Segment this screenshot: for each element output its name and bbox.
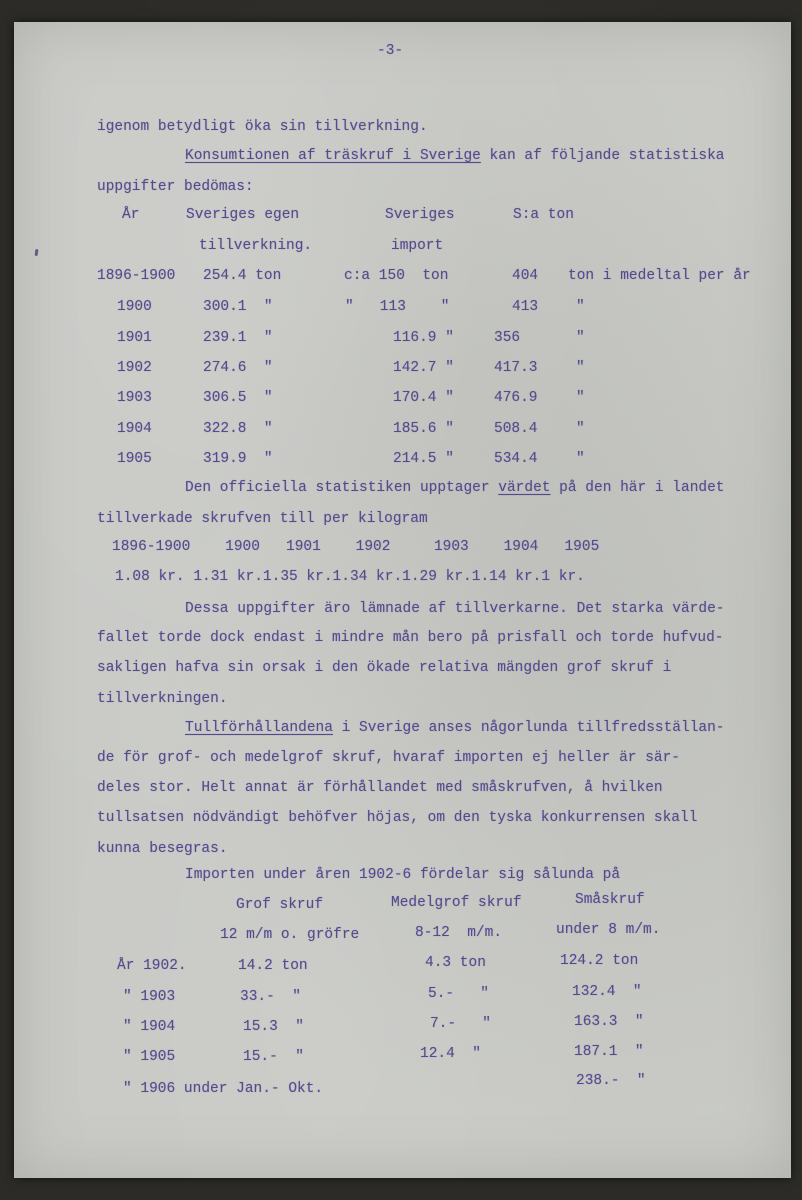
intro-line-1: igenom betydligt öka sin tillverkning. [97, 119, 428, 135]
sum-cell: 508.4 [494, 421, 538, 437]
paragraph-line: tullsatsen nödvändigt behöfver höjas, om den tyska konkurrensen skall [97, 810, 698, 826]
note-cell: " [576, 390, 585, 406]
underlined-vardet: värdet [498, 480, 551, 496]
medelgrof-cell: 4.3 ton [425, 955, 486, 971]
table1-header-production-2: tillverkning. [199, 238, 313, 254]
production-cell: 274.6 " [203, 360, 273, 376]
value-line-1-pre: Den officiella statistiken upptager [185, 480, 499, 496]
table2-intro: Importen under åren 1902-6 fördelar sig sålunda på [185, 867, 621, 883]
tariff-line-1 [185, 719, 725, 737]
ink-speck [35, 249, 39, 256]
import-cell: 142.7 " [393, 360, 454, 376]
sum-cell: 417.3 [494, 360, 538, 376]
year-cell: 1900 [117, 299, 152, 315]
paragraph-line: deles stor. Helt annat är förhållandet med småskrufven, å hvilken [97, 780, 663, 796]
smaskruf-cell: 132.4 " [572, 984, 642, 1000]
year-cell: 1902 [117, 360, 152, 376]
intro-line-3: uppgifter bedömas: [97, 179, 254, 195]
value-prices-row: 1.08 kr. 1.31 kr.1.35 kr.1.34 kr.1.29 kr.1.14 kr.1 kr. [115, 569, 585, 585]
production-cell: 322.8 " [203, 421, 273, 437]
value-years-row: 1896-1900 1900 1901 1902 1903 1904 1905 [112, 539, 600, 555]
medelgrof-cell: 7.- " [430, 1016, 491, 1032]
grof-cell: 15.- " [243, 1049, 304, 1065]
smaskruf-cell: 238.- " [576, 1073, 646, 1089]
import-cell: 214.5 " [393, 451, 454, 467]
paragraph-line: kunna besegras. [97, 841, 228, 857]
grof-cell: 15.3 " [243, 1019, 304, 1035]
medelgrof-cell: 5.- " [428, 986, 489, 1002]
import-cell: 170.4 " [393, 390, 454, 406]
value-line-1-post: på den här i landet [550, 480, 725, 496]
year-cell: 1905 [117, 451, 152, 467]
paragraph-line: sakligen hafva sin orsak i den ökade relativa mängden grof skruf i [97, 660, 672, 676]
table1-header-sum: S:a ton [513, 207, 574, 223]
sum-cell: 413 [512, 299, 539, 315]
medelgrof-cell: 12.4 " [420, 1046, 481, 1062]
value-line-2: tillverkade skrufven till per kilogram [97, 511, 428, 527]
paragraph-line: tillverkningen. [97, 691, 228, 707]
table2-header-grof: Grof skruf [236, 897, 324, 913]
table2-subheader-medelgrof: 8-12 m/m. [415, 925, 503, 941]
year-cell: " 1905 [123, 1049, 176, 1065]
table2-subheader-grof: 12 m/m o. gröfre [220, 927, 360, 943]
year-cell: 1904 [117, 421, 152, 437]
smaskruf-cell: 163.3 " [574, 1014, 644, 1030]
paragraph-line: de för grof- och medelgrof skruf, hvaraf importen ej heller är sär- [97, 750, 680, 766]
paragraph-line: Dessa uppgifter äro lämnade af tillverkarne. Det starka värde- [185, 601, 725, 617]
sum-cell: 476.9 [494, 390, 538, 406]
intro-line-2-rest: kan af följande statistiska [480, 148, 725, 164]
production-cell: 254.4 ton [203, 268, 282, 284]
sum-cell: 404 [512, 268, 539, 284]
smaskruf-cell: 124.2 ton [560, 953, 639, 969]
sum-cell: 356 [494, 330, 521, 346]
year-cell: 1903 [117, 390, 152, 406]
table1-header-production-1: Sveriges egen [186, 207, 300, 223]
import-cell: 185.6 " [393, 421, 454, 437]
production-cell: 239.1 " [203, 330, 273, 346]
year-cell: " 1906 under Jan.- Okt. [123, 1081, 324, 1097]
production-cell: 319.9 " [203, 451, 273, 467]
note-cell: " [576, 299, 585, 315]
paragraph-line: fallet torde dock endast i mindre mån bero på prisfall och torde hufvud- [97, 630, 724, 646]
sum-cell: 534.4 [494, 451, 538, 467]
year-cell: År 1902. [117, 958, 187, 974]
year-cell: " 1904 [123, 1019, 176, 1035]
grof-cell: 33.- " [240, 989, 301, 1005]
value-line-1 [185, 479, 725, 497]
note-cell: " [576, 360, 585, 376]
paper-sheet [14, 22, 791, 1178]
import-cell: 116.9 " [393, 330, 454, 346]
year-cell: " 1903 [123, 989, 176, 1005]
smaskruf-cell: 187.1 " [574, 1044, 644, 1060]
year-cell: 1901 [117, 330, 152, 346]
table2-header-smaskruf: Småskruf [575, 892, 645, 908]
underlined-tullforhallandena: Tullförhållandena [185, 720, 333, 736]
production-cell: 300.1 " [203, 299, 273, 315]
production-cell: 306.5 " [203, 390, 273, 406]
table2-header-medelgrof: Medelgrof skruf [391, 895, 522, 911]
year-cell: 1896-1900 [97, 268, 176, 284]
table1-header-import-1: Sveriges [385, 207, 455, 223]
note-cell: " [576, 421, 585, 437]
intro-line-2 [185, 147, 725, 165]
underlined-heading-konsumtionen: Konsumtionen af träskruf i Sverige [185, 148, 481, 164]
page-number: -3- [377, 43, 404, 59]
table1-header-year: År [122, 207, 140, 223]
note-cell: ton i medeltal per år [568, 268, 751, 284]
tariff-line-1-rest: i Sverige anses någorlunda tillfredsställan- [332, 720, 725, 736]
import-cell: " 113 " [345, 299, 450, 315]
grof-cell: 14.2 ton [238, 958, 308, 974]
table1-header-import-2: import [391, 238, 444, 254]
import-cell: c:a 150 ton [344, 268, 449, 284]
note-cell: " [576, 330, 585, 346]
table2-subheader-smaskruf: under 8 m/m. [556, 922, 661, 938]
note-cell: " [576, 451, 585, 467]
